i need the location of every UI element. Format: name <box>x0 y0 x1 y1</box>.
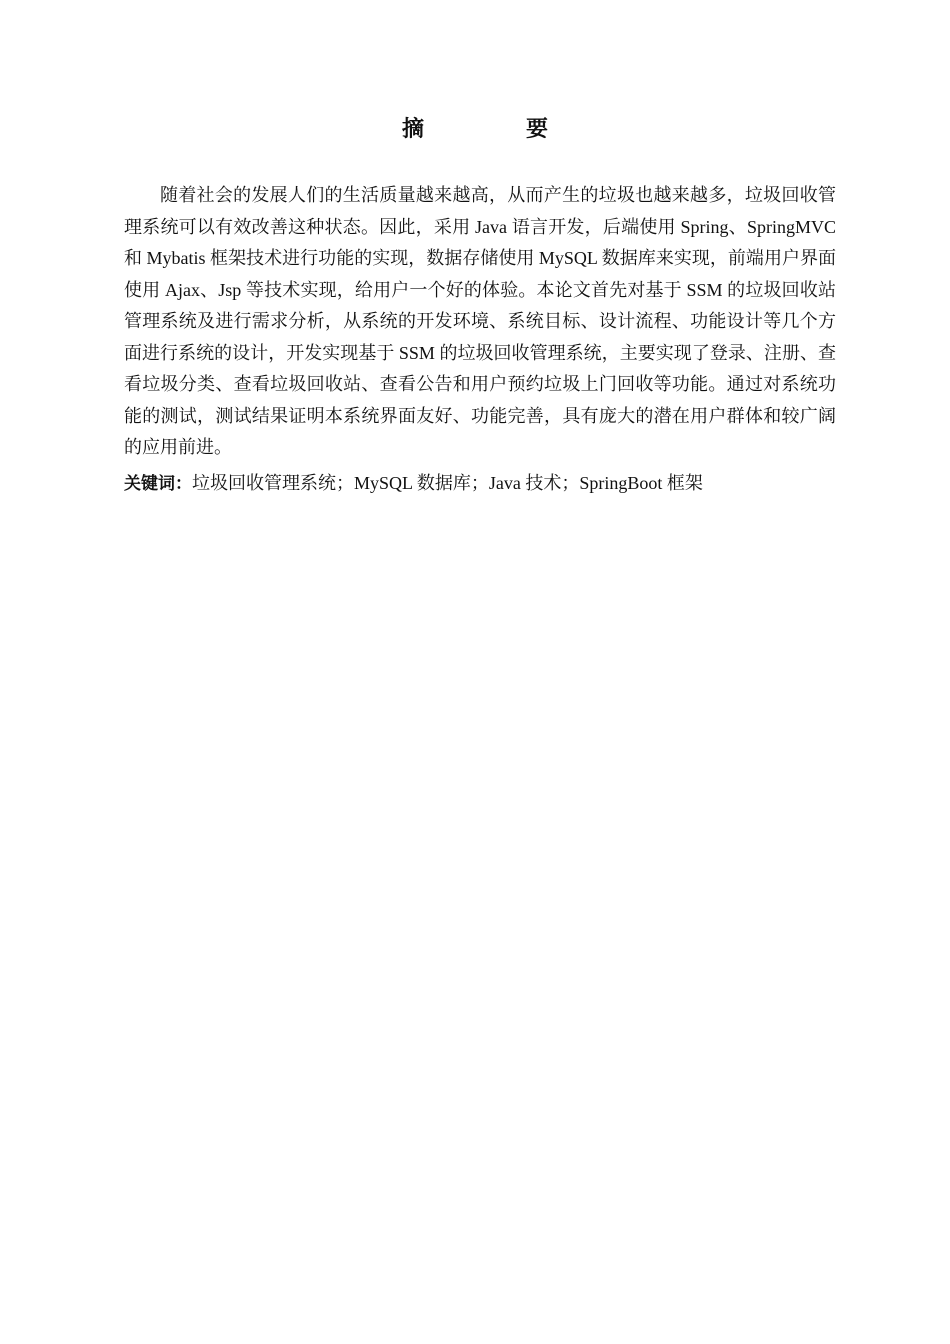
keywords-label: 关键词： <box>124 474 192 494</box>
keywords-text: 垃圾回收管理系统；MySQL 数据库；Java 技术；SpringBoot 框架 <box>192 473 703 493</box>
abstract-title: 摘 要 <box>401 117 588 142</box>
keywords-line <box>124 468 836 501</box>
abstract-body: 随着社会的发展人们的生活质量越来越高，从而产生的垃圾也越来越多，垃圾回收管理系统可以有效改善这种状态。因此，采用 Java 语言开发，后端使用 Spring、SpringMVC 和 Mybatis 框架技术进行功能的实现，数据存储使用 MySQL 数据库来实现，前端用户界面使用 Ajax、Jsp 等技术实现，给用户一个好的体验。本论文首先对基于 SSM 的垃圾回收站管理系统及进行需求分析，从系统的开发环境、系统目标、设计流程、功能设计等几个方面进行系统的设计，开发实现基于 SSM 的垃圾回收管理系统，主要实现了登录、注册、查看垃圾分类、查看垃圾回收站、查看公告和用户预约垃圾上门回收等功能。通过对系统功能的测试，测试结果证明本系统界面友好、功能完善，具有庞大的潜在用户群体和较广阔的应用前进。 <box>124 185 836 457</box>
